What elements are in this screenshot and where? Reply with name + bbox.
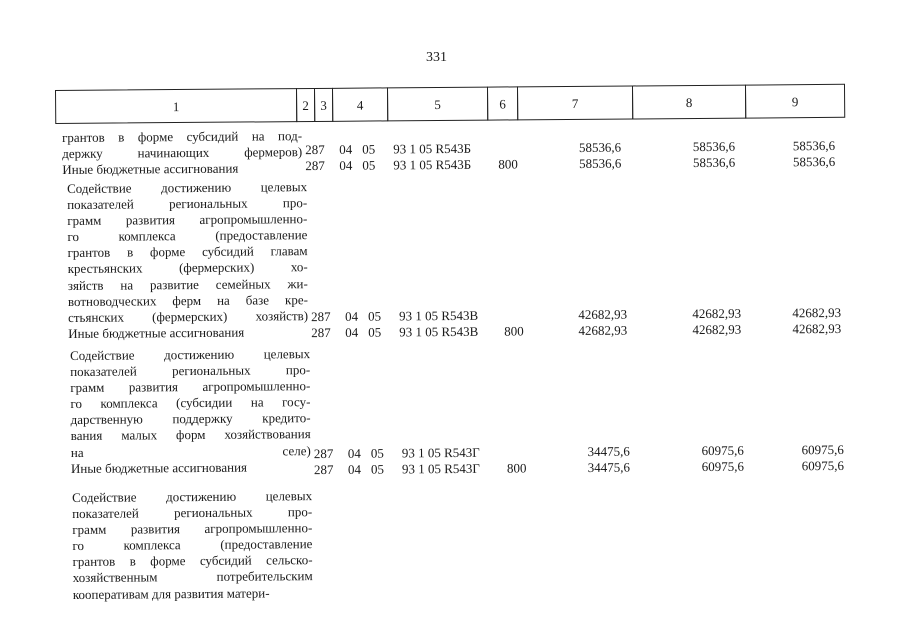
description-line: го комплекса (предоставление [67,227,308,245]
amount-c7: 42682,93 [578,322,628,338]
row-description [62,128,302,178]
code-c5: 93 1 05 R543Г [401,444,480,461]
table-header [55,84,845,126]
code-c4: 05 [370,461,385,477]
header-col-1: 1 [55,88,297,124]
code-c2: 287 [305,141,325,158]
page-number: 331 [426,50,447,65]
description-line: Иные бюджетные ассигнования [70,459,248,476]
code-c4: 05 [362,141,376,157]
amount-c7: 34475,6 [587,459,631,475]
code-c4: 05 [362,157,376,173]
description-line: го комплекса (предоставление [72,536,313,554]
description-line: Содействие достижению целевых [70,346,311,363]
row-description [67,179,308,342]
code-c2: 287 [313,461,334,478]
description-line: показателей региональных про- [67,195,308,213]
row-description [70,346,311,477]
code-c5: 93 1 05 R543Б [393,156,472,173]
amount-c7: 58536,6 [578,139,622,155]
amount-c8: 42682,93 [692,321,742,338]
description-line: показателей региональных про- [72,504,313,522]
amount-c9: 58536,6 [792,153,836,170]
code-c5: 93 1 05 R543В [399,307,479,324]
amount-c7: 34475,6 [587,443,630,459]
code-c3: 04 [347,445,361,461]
code-c4: 05 [370,445,384,461]
row-description [72,488,313,603]
description-line: Содействие достижению целевых [72,488,313,505]
description-line: вотноводческих ферм на базе кре- [67,291,308,309]
header-col-3: 3 [314,88,333,122]
code-c4: 05 [368,308,382,324]
amount-c9: 42682,93 [792,320,842,337]
description-line: дарственную поддержку кредито- [70,410,311,428]
description-line: грантов в форме субсидий на под- [62,128,303,145]
description-line: грамм развития агропромышленно- [67,211,308,229]
amount-c7: 58536,6 [578,155,622,171]
header-col-7: 7 [517,85,633,120]
amount-c9: 58536,6 [792,137,836,154]
code-c2: 287 [311,308,331,325]
description-line: на селе) [70,442,311,460]
amount-c8: 58536,6 [692,154,736,171]
amount-c8: 60975,6 [701,442,744,459]
amount-c8: 42682,93 [692,305,742,322]
description-line: хозяйственным потребительским [72,568,313,586]
code-c5: 93 1 05 R543Б [393,140,472,157]
description-line: крестьянских (фермерских) хо- [67,259,308,277]
amount-c9: 60975,6 [801,441,844,458]
amount-c9: 42682,93 [792,304,842,321]
amount-c9: 60975,6 [801,457,845,474]
description-line: Содействие достижению целевых [67,179,308,196]
header-col-9: 9 [745,84,845,119]
header-col-8: 8 [632,85,746,120]
code-c6: 800 [498,156,518,172]
header-col-6: 6 [487,86,518,120]
description-line: го комплекса (субсидии на госу- [70,394,311,412]
description-line: показателей региональных про- [70,362,311,380]
header-col-5: 5 [387,87,488,122]
code-c2: 287 [311,324,331,341]
code-c3: 04 [339,141,353,157]
header-col-2: 2 [296,88,315,122]
code-c6: 800 [506,460,527,476]
description-line: держку начинающих фермеров) [62,144,303,162]
code-c3: 04 [345,308,359,324]
description-line: кооперативам для развития матери- [72,585,270,602]
code-c3: 04 [339,157,353,173]
code-c3: 04 [347,461,362,477]
amount-c7: 42682,93 [578,306,628,322]
description-line: Иные бюджетные ассигнования [62,160,239,178]
description-line: грантов в форме субсидий главам [67,243,308,261]
description-line: Иные бюджетные ассигнования [68,324,245,341]
description-line: зяйств на развитие семейных жи- [67,275,308,293]
description-line: грамм развития агропромышленно- [72,520,313,538]
code-c4: 05 [368,324,382,340]
code-c6: 800 [504,323,524,339]
description-line: грамм развития агропромышленно- [70,378,311,396]
code-c2: 287 [313,445,334,462]
amount-c8: 58536,6 [692,138,736,155]
code-c5: 93 1 05 R543В [399,323,479,340]
code-c5: 93 1 05 R543Г [401,460,480,477]
description-line: вания малых форм хозяйствования [70,426,311,444]
description-line: стьянских (фермерских) хозяйств) [68,307,309,325]
header-col-4: 4 [332,87,388,121]
code-c2: 287 [305,157,325,174]
description-line: грантов в форме субсидий сельско- [72,552,313,570]
amount-c8: 60975,6 [701,458,745,475]
code-c3: 04 [345,324,359,340]
